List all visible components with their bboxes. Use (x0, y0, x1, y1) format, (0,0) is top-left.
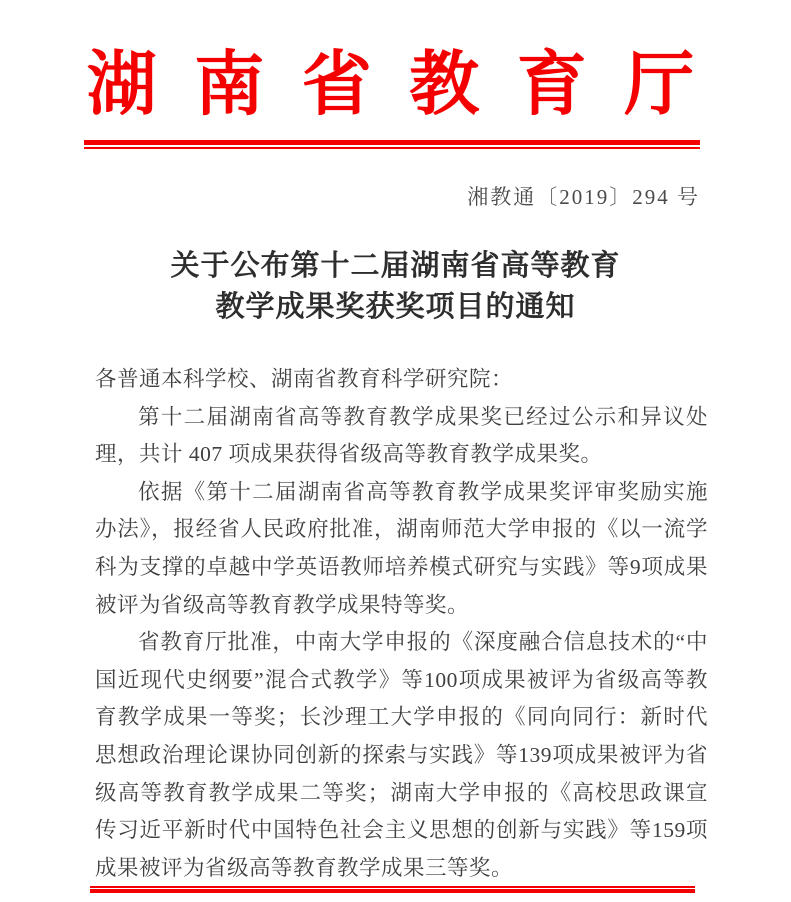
document-reference-number: 湘教通〔2019〕294 号 (467, 185, 700, 209)
letterhead-divider (84, 140, 700, 149)
letterhead-divider-thin-line (84, 147, 700, 149)
body-paragraph: 第十二届湖南省高等教育教学成果奖已经过公示和异议处理，共计 407 项成果获得省级高等教育教学成果奖。 (95, 404, 708, 467)
footer-divider (90, 886, 695, 893)
salutation: 各普通本科学校、湖南省教育科学研究院： (95, 367, 514, 391)
agency-letterhead-title: 湖 南 省 教 育 厅 (86, 47, 705, 124)
body-paragraph: 依据《第十二届湖南省高等教育教学成果奖评审奖励实施办法》，报经省人民政府批准，湖南师范大学申报的《以一流学科为支撑的卓越中学英语教师培养模式研究与实践》等9项成果被评为省级高等教育教学成果特等奖。 (95, 479, 708, 617)
document-title (0, 246, 791, 328)
document-body (95, 361, 708, 887)
document-title-line1: 关于公布第十二届湖南省高等教育 (170, 250, 621, 282)
document-title-line2: 教学成果奖获奖项目的通知 (215, 291, 576, 323)
footer-divider-thick-line (90, 889, 695, 893)
body-paragraph: 省教育厅批准，中南大学申报的《深度融合信息技术的“中国近现代史纲要”混合式教学》等100项成果被评为省级高等教育教学成果一等奖；长沙理工大学申报的《同向同行：新时代思想政治理论课协同创新的探索与实践》等139项成果被评为省级高等教育教学成果二等奖；湖南大学申报的《高校思政课宣传习近平新时代中国特色社会主义思想的创新与实践》等159项成果被评为省级高等教育教学成果三等奖。 (95, 630, 708, 880)
